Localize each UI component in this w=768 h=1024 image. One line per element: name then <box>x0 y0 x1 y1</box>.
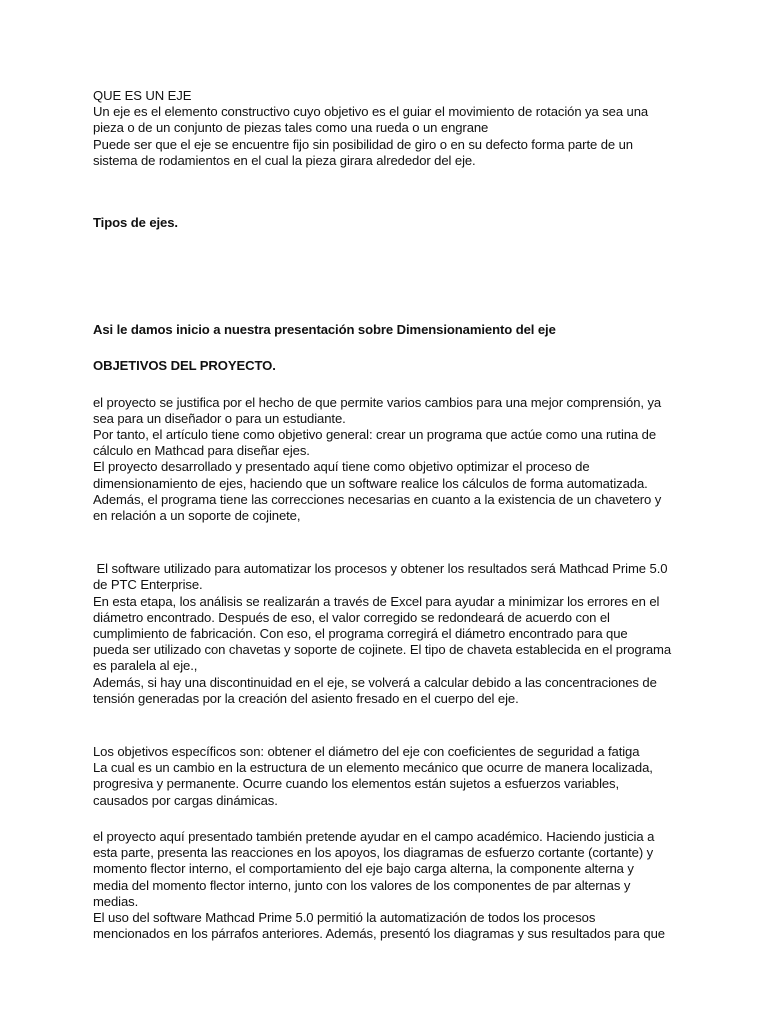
paragraph-line: diámetro encontrado. Después de eso, el valor corregido se redondeará de acuerdo con el <box>93 609 610 625</box>
paragraph-line: media del momento flector interno, junto con los valores de los componentes de par alternas y <box>93 877 631 893</box>
paragraph-line: cálculo en Mathcad para diseñar ejes. <box>93 443 310 459</box>
paragraph-line: El proyecto desarrollado y presentado aquí tiene como objetivo optimizar el proceso de <box>93 459 590 475</box>
paragraph-line: momento flector interno, el comportamiento del eje bajo carga alterna, la componente alterna y <box>93 861 634 877</box>
paragraph-line: el proyecto se justifica por el hecho de que permite varios cambios para una mejor comprensión, ya <box>93 394 662 410</box>
paragraph-line: sea para un diseñador o para un estudiante. <box>93 410 346 426</box>
paragraph-line: mencionados en los párrafos anteriores. Además, presentó los diagramas y sus resultados para que <box>93 926 665 942</box>
paragraph-line: Un eje es el elemento constructivo cuyo objetivo es el guiar el movimiento de rotación ya sea una <box>93 104 649 120</box>
paragraph-line: es paralela al eje., <box>93 658 198 674</box>
paragraph-line: Los objetivos específicos son: obtener el diámetro del eje con coeficientes de seguridad a fatiga <box>93 744 640 760</box>
paragraph-line: cumplimiento de fabricación. Con eso, el programa corregirá el diámetro encontrado para que <box>93 626 628 642</box>
paragraph-line: de PTC Enterprise. <box>93 577 203 593</box>
paragraph-line: Además, si hay una discontinuidad en el eje, se volverá a calcular debido a las concentraciones de <box>93 674 657 690</box>
paragraph-line: Puede ser que el eje se encuentre fijo sin posibilidad de giro o en su defecto forma parte de un <box>93 136 633 152</box>
paragraph-line: pieza o de un conjunto de piezas tales como una rueda o un engrane <box>93 120 489 136</box>
document-page <box>93 88 683 942</box>
paragraph-line: causados por cargas dinámicas. <box>93 792 278 808</box>
paragraph-justificacion <box>93 395 683 525</box>
paragraph-line: La cual es un cambio en la estructura de un elemento mecánico que ocurre de manera localizada, <box>93 760 653 776</box>
paragraph-software <box>93 561 683 707</box>
section-que-es-un-eje <box>93 88 683 169</box>
paragraph-line: tensión generadas por la creación del asiento fresado en el cuerpo del eje. <box>93 690 519 706</box>
paragraph-line: En esta etapa, los análisis se realizarán a través de Excel para ayudar a minimizar los errores en el <box>93 593 660 609</box>
paragraph-line: El software utilizado para automatizar los procesos y obtener los resultados será Mathcad Prime 5.0 <box>93 561 668 577</box>
paragraph-line: progresiva y permanente. Ocurre cuando los elementos están sujetos a esfuerzos variables, <box>93 776 620 792</box>
paragraph-line: medias. <box>93 893 139 909</box>
heading-que-es-un-eje: QUE ES UN EJE <box>93 88 192 103</box>
paragraph-line: Por tanto, el artículo tiene como objetivo general: crear un programa que actúe como una rutina de <box>93 427 657 443</box>
paragraph-objetivos-especificos <box>93 744 683 809</box>
paragraph-line: Además, el programa tiene las correcciones necesarias en cuanto a la existencia de un chavetero y <box>93 491 662 507</box>
paragraph-campo-academico <box>93 829 683 942</box>
paragraph-line: en relación a un soporte de cojinete, <box>93 508 301 524</box>
paragraph-line: El uso del software Mathcad Prime 5.0 permitió la automatización de todos los procesos <box>93 909 596 925</box>
paragraph-line: dimensionamiento de ejes, haciendo que un software realice los cálculos de forma automatizada. <box>93 475 648 491</box>
paragraph-line: esta parte, presenta las reacciones en los apoyos, los diagramas de esfuerzo cortante (cortante) y <box>93 845 654 861</box>
heading-tipos-de-ejes: Tipos de ejes. <box>93 215 178 231</box>
heading-presentacion: Asi le damos inicio a nuestra presentación sobre Dimensionamiento del eje <box>93 322 556 338</box>
paragraph-line: pueda ser utilizado con chavetas y soporte de cojinete. El tipo de chaveta establecida en el programa <box>93 642 672 658</box>
paragraph-line: sistema de rodamientos en el cual la pieza girara alrededor del eje. <box>93 152 476 168</box>
paragraph-line: el proyecto aquí presentado también pretende ayudar en el campo académico. Haciendo justicia a <box>93 828 655 844</box>
heading-objetivos: OBJETIVOS DEL PROYECTO. <box>93 358 276 374</box>
